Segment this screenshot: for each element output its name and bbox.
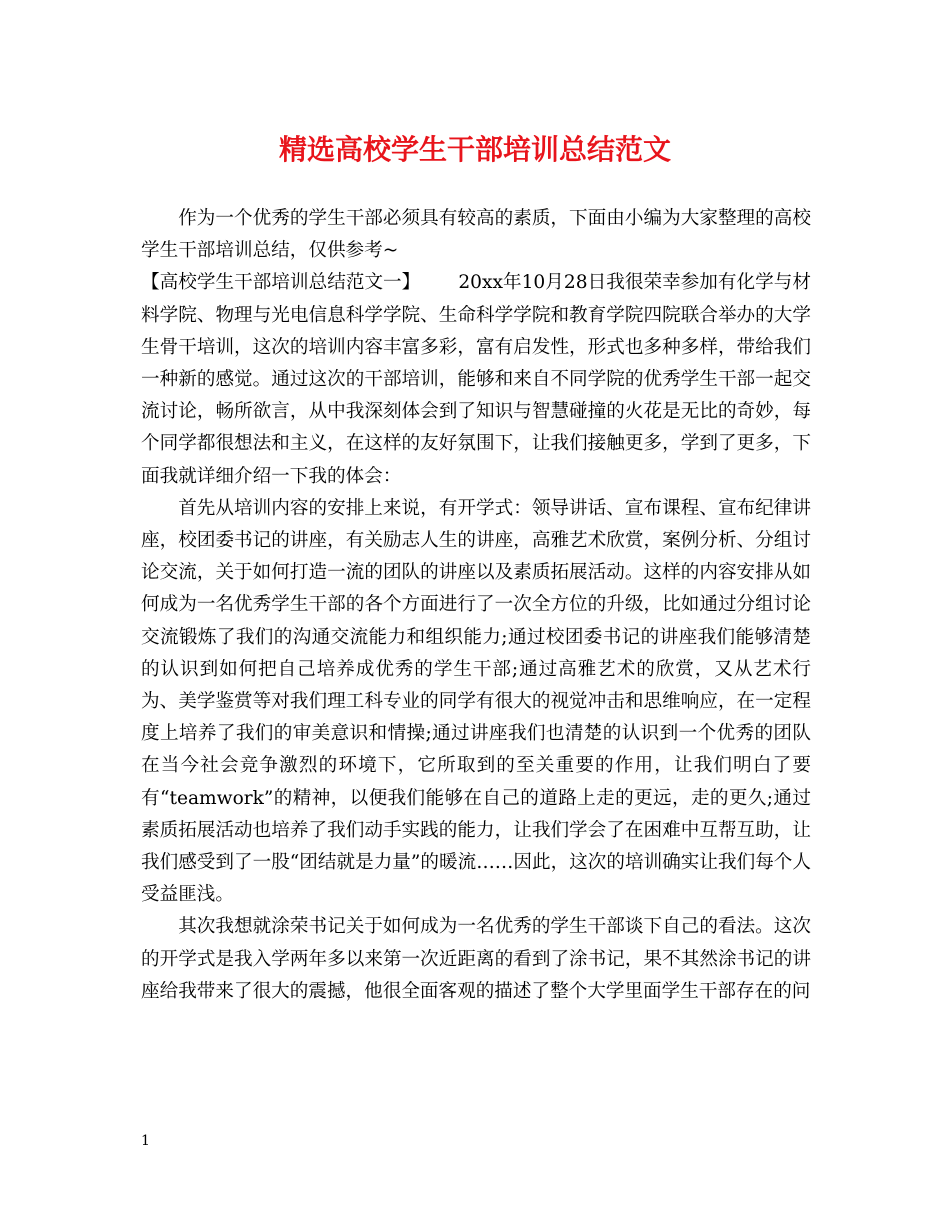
document-body <box>141 203 811 1008</box>
section-heading: 【高校学生干部培训总结范文一】 <box>141 272 421 294</box>
section-one-paragraph <box>141 267 811 492</box>
document-title: 精选高校学生干部培训总结范文 <box>278 133 671 166</box>
page-number: 1 <box>141 1133 150 1149</box>
intro-paragraph: 作为一个优秀的学生干部必须具有较高的素质，下面由小编为大家整理的高校学生干部培训总结，仅供参考~ <box>141 208 811 262</box>
paragraph-training-content: 首先从培训内容的安排上来说，有开学式：领导讲话、宣布课程、宣布纪律讲座，校团委书记的讲座，有关励志人生的讲座，高雅艺术欣赏，案例分析、分组讨论交流，关于如何打造一流的团队的讲座以及素质拓展活动。这样的内容安排从如何成为一名优秀学生干部的各个方面进行了一次全方位的升级，比如通过分组讨论交流锻炼了我们的沟通交流能力和组织能力;通过校团委书记的讲座我们能够清楚的认识到如何把自己培养成优秀的学生干部;通过高雅艺术的欣赏，又从艺术行为、美学鉴赏等对我们理工科专业的同学有很大的视觉冲击和思维响应，在一定程度上培养了我们的审美意识和情操;通过讲座我们也清楚的认识到一个优秀的团队在当今社会竞争激烈的环境下，它所取到的至关重要的作用，让我们明白了要有“teamwork”的精神，以便我们能够在自己的道路上走的更远，走的更久;通过素质拓展活动也培养了我们动手实践的能力，让我们学会了在困难中互帮互助，让我们感受到了一股“团结就是力量”的暖流……因此，这次的培训确实让我们每个人受益匪浅。 <box>141 497 811 906</box>
paragraph-secretary-lecture: 其次我想就涂荣书记关于如何成为一名优秀的学生干部谈下自己的看法。这次的开学式是我入学两年多以来第一次近距离的看到了涂书记，果不其然涂书记的讲座给我带来了很大的震撼，他很全面客观的描述了整个大学里面学生干部存在的问 <box>141 916 811 1002</box>
section-one-text: 20xx年10月28日我很荣幸参加有化学与材料学院、物理与光电信息科学学院、生命科学学院和教育学院四院联合举办的大学生骨干培训，这次的培训内容丰富多彩，富有启发性，形式也多种多样，带给我们一种新的感觉。通过这次的干部培训，能够和来自不同学院的优秀学生干部一起交流讨论，畅所欲言，从中我深刻体会到了知识与智慧碰撞的火花是无比的奇妙，每个同学都很想法和主义，在这样的友好氛围下，让我们接触更多，学到了更多，下面我就详细介绍一下我的体会： <box>141 272 811 487</box>
